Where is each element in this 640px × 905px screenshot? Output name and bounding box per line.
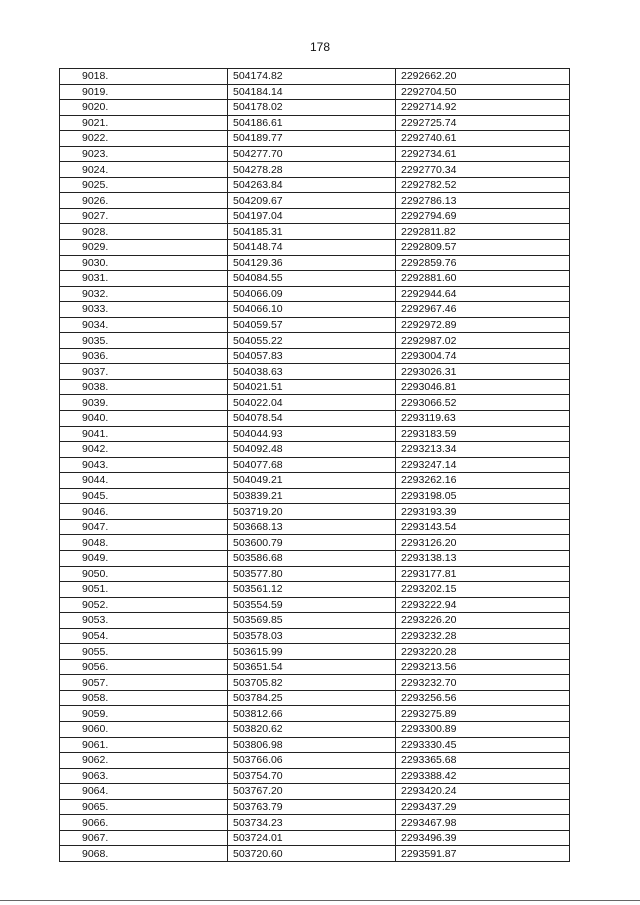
easting-cell: 504021.51 [228,379,396,395]
easting-cell: 503734.23 [228,815,396,831]
northing-cell: 2292704.50 [396,84,570,100]
easting-cell: 504277.70 [228,146,396,162]
easting-cell: 504066.09 [228,286,396,302]
point-number-cell: 9065. [60,799,228,815]
northing-cell: 2293177.81 [396,566,570,582]
table-row [60,550,570,566]
easting-cell: 503839.21 [228,488,396,504]
table-row [60,255,570,271]
northing-cell: 2293365.68 [396,753,570,769]
table-row [60,84,570,100]
point-number-cell: 9022. [60,131,228,147]
northing-cell: 2293143.54 [396,519,570,535]
northing-cell: 2293330.45 [396,737,570,753]
point-number-cell: 9059. [60,706,228,722]
table-row [60,317,570,333]
northing-cell: 2292725.74 [396,115,570,131]
northing-cell: 2292786.13 [396,193,570,209]
table-row [60,597,570,613]
point-number-cell: 9039. [60,395,228,411]
table-row [60,302,570,318]
easting-cell: 504263.84 [228,177,396,193]
easting-cell: 504038.63 [228,364,396,380]
northing-cell: 2293119.63 [396,411,570,427]
northing-cell: 2292734.61 [396,146,570,162]
table-row [60,799,570,815]
easting-cell: 503806.98 [228,737,396,753]
easting-cell: 503577.80 [228,566,396,582]
easting-cell: 503784.25 [228,690,396,706]
point-number-cell: 9062. [60,753,228,769]
point-number-cell: 9042. [60,442,228,458]
point-number-cell: 9020. [60,100,228,116]
table-row [60,675,570,691]
point-number-cell: 9044. [60,473,228,489]
easting-cell: 504044.93 [228,426,396,442]
easting-cell: 504055.22 [228,333,396,349]
table-row [60,659,570,675]
point-number-cell: 9053. [60,613,228,629]
table-row [60,535,570,551]
point-number-cell: 9050. [60,566,228,582]
table-row [60,193,570,209]
northing-cell: 2293213.34 [396,442,570,458]
easting-cell: 503668.13 [228,519,396,535]
northing-cell: 2292740.61 [396,131,570,147]
easting-cell: 504059.57 [228,317,396,333]
northing-cell: 2293226.20 [396,613,570,629]
northing-cell: 2293213.56 [396,659,570,675]
northing-cell: 2293420.24 [396,784,570,800]
table-row [60,721,570,737]
easting-cell: 504049.21 [228,473,396,489]
northing-cell: 2292944.64 [396,286,570,302]
northing-cell: 2293262.16 [396,473,570,489]
table-row [60,146,570,162]
northing-cell: 2293066.52 [396,395,570,411]
table-row [60,519,570,535]
northing-cell: 2292809.57 [396,240,570,256]
point-number-cell: 9023. [60,146,228,162]
northing-cell: 2292662.20 [396,69,570,85]
table-row [60,613,570,629]
point-number-cell: 9058. [60,690,228,706]
northing-cell: 2293004.74 [396,348,570,364]
easting-cell: 504209.67 [228,193,396,209]
point-number-cell: 9045. [60,488,228,504]
table-row [60,286,570,302]
table-row [60,768,570,784]
northing-cell: 2293198.05 [396,488,570,504]
northing-cell: 2292811.82 [396,224,570,240]
easting-cell: 504022.04 [228,395,396,411]
table-row [60,162,570,178]
easting-cell: 503820.62 [228,721,396,737]
table-row [60,333,570,349]
easting-cell: 504057.83 [228,348,396,364]
table-row [60,830,570,846]
northing-cell: 2293026.31 [396,364,570,380]
northing-cell: 2293496.39 [396,830,570,846]
northing-cell: 2292967.46 [396,302,570,318]
easting-cell: 503554.59 [228,597,396,613]
point-number-cell: 9038. [60,379,228,395]
northing-cell: 2293193.39 [396,504,570,520]
easting-cell: 504066.10 [228,302,396,318]
northing-cell: 2292987.02 [396,333,570,349]
point-number-cell: 9063. [60,768,228,784]
easting-cell: 504189.77 [228,131,396,147]
point-number-cell: 9035. [60,333,228,349]
northing-cell: 2292794.69 [396,208,570,224]
table-row [60,504,570,520]
point-number-cell: 9033. [60,302,228,318]
easting-cell: 503615.99 [228,644,396,660]
northing-cell: 2293220.28 [396,644,570,660]
point-number-cell: 9064. [60,784,228,800]
point-number-cell: 9026. [60,193,228,209]
easting-cell: 504077.68 [228,457,396,473]
easting-cell: 504184.14 [228,84,396,100]
table-row [60,379,570,395]
northing-cell: 2293046.81 [396,379,570,395]
table-row [60,488,570,504]
point-number-cell: 9028. [60,224,228,240]
northing-cell: 2293202.15 [396,582,570,598]
point-number-cell: 9018. [60,69,228,85]
table-row [60,690,570,706]
point-number-cell: 9048. [60,535,228,551]
table-row [60,411,570,427]
point-number-cell: 9051. [60,582,228,598]
point-number-cell: 9057. [60,675,228,691]
point-number-cell: 9041. [60,426,228,442]
table-row [60,737,570,753]
point-number-cell: 9021. [60,115,228,131]
easting-cell: 503586.68 [228,550,396,566]
point-number-cell: 9027. [60,208,228,224]
easting-cell: 504078.54 [228,411,396,427]
easting-cell: 504092.48 [228,442,396,458]
table-row [60,815,570,831]
easting-cell: 503767.20 [228,784,396,800]
easting-cell: 503600.79 [228,535,396,551]
northing-cell: 2293126.20 [396,535,570,551]
point-number-cell: 9032. [60,286,228,302]
northing-cell: 2293437.29 [396,799,570,815]
northing-cell: 2293300.89 [396,721,570,737]
point-number-cell: 9025. [60,177,228,193]
point-number-cell: 9024. [60,162,228,178]
table-row [60,644,570,660]
northing-cell: 2293222.94 [396,597,570,613]
northing-cell: 2292859.76 [396,255,570,271]
table-row [60,100,570,116]
point-number-cell: 9047. [60,519,228,535]
table-row [60,784,570,800]
point-number-cell: 9036. [60,348,228,364]
easting-cell: 504278.28 [228,162,396,178]
table-row [60,846,570,862]
table-row [60,348,570,364]
table-row [60,753,570,769]
easting-cell: 504129.36 [228,255,396,271]
table-row [60,177,570,193]
point-number-cell: 9034. [60,317,228,333]
coordinates-table [59,68,570,862]
easting-cell: 504174.82 [228,69,396,85]
northing-cell: 2293388.42 [396,768,570,784]
easting-cell: 504148.74 [228,240,396,256]
point-number-cell: 9055. [60,644,228,660]
table-row [60,131,570,147]
northing-cell: 2293232.70 [396,675,570,691]
point-number-cell: 9029. [60,240,228,256]
easting-cell: 503766.06 [228,753,396,769]
easting-cell: 504178.02 [228,100,396,116]
table-row [60,115,570,131]
point-number-cell: 9052. [60,597,228,613]
point-number-cell: 9054. [60,628,228,644]
point-number-cell: 9056. [60,659,228,675]
table-row [60,69,570,85]
table-row [60,442,570,458]
table-row [60,473,570,489]
table-row [60,364,570,380]
easting-cell: 503812.66 [228,706,396,722]
page-bottom-border [0,900,640,901]
table-row [60,208,570,224]
table-body [60,69,570,862]
point-number-cell: 9049. [60,550,228,566]
table-row [60,457,570,473]
easting-cell: 503705.82 [228,675,396,691]
northing-cell: 2292714.92 [396,100,570,116]
point-number-cell: 9066. [60,815,228,831]
easting-cell: 503569.85 [228,613,396,629]
easting-cell: 503763.79 [228,799,396,815]
point-number-cell: 9037. [60,364,228,380]
easting-cell: 503724.01 [228,830,396,846]
northing-cell: 2293256.56 [396,690,570,706]
table-row [60,706,570,722]
table-row [60,271,570,287]
table-row [60,566,570,582]
point-number-cell: 9031. [60,271,228,287]
page-number: 178 [309,40,331,54]
point-number-cell: 9030. [60,255,228,271]
point-number-cell: 9043. [60,457,228,473]
table-row [60,426,570,442]
easting-cell: 504197.04 [228,208,396,224]
point-number-cell: 9046. [60,504,228,520]
northing-cell: 2293591.87 [396,846,570,862]
table-row [60,628,570,644]
point-number-cell: 9061. [60,737,228,753]
point-number-cell: 9060. [60,721,228,737]
northing-cell: 2292782.52 [396,177,570,193]
easting-cell: 503651.54 [228,659,396,675]
easting-cell: 504186.61 [228,115,396,131]
easting-cell: 503578.03 [228,628,396,644]
northing-cell: 2293275.89 [396,706,570,722]
northing-cell: 2293138.13 [396,550,570,566]
easting-cell: 503754.70 [228,768,396,784]
northing-cell: 2292770.34 [396,162,570,178]
table-row [60,240,570,256]
northing-cell: 2292881.60 [396,271,570,287]
northing-cell: 2293467.98 [396,815,570,831]
point-number-cell: 9019. [60,84,228,100]
point-number-cell: 9067. [60,830,228,846]
point-number-cell: 9068. [60,846,228,862]
point-number-cell: 9040. [60,411,228,427]
easting-cell: 504084.55 [228,271,396,287]
easting-cell: 504185.31 [228,224,396,240]
easting-cell: 503561.12 [228,582,396,598]
easting-cell: 503720.60 [228,846,396,862]
table-row [60,582,570,598]
northing-cell: 2293247.14 [396,457,570,473]
easting-cell: 503719.20 [228,504,396,520]
northing-cell: 2292972.89 [396,317,570,333]
table-row [60,224,570,240]
table-row [60,395,570,411]
northing-cell: 2293232.28 [396,628,570,644]
northing-cell: 2293183.59 [396,426,570,442]
